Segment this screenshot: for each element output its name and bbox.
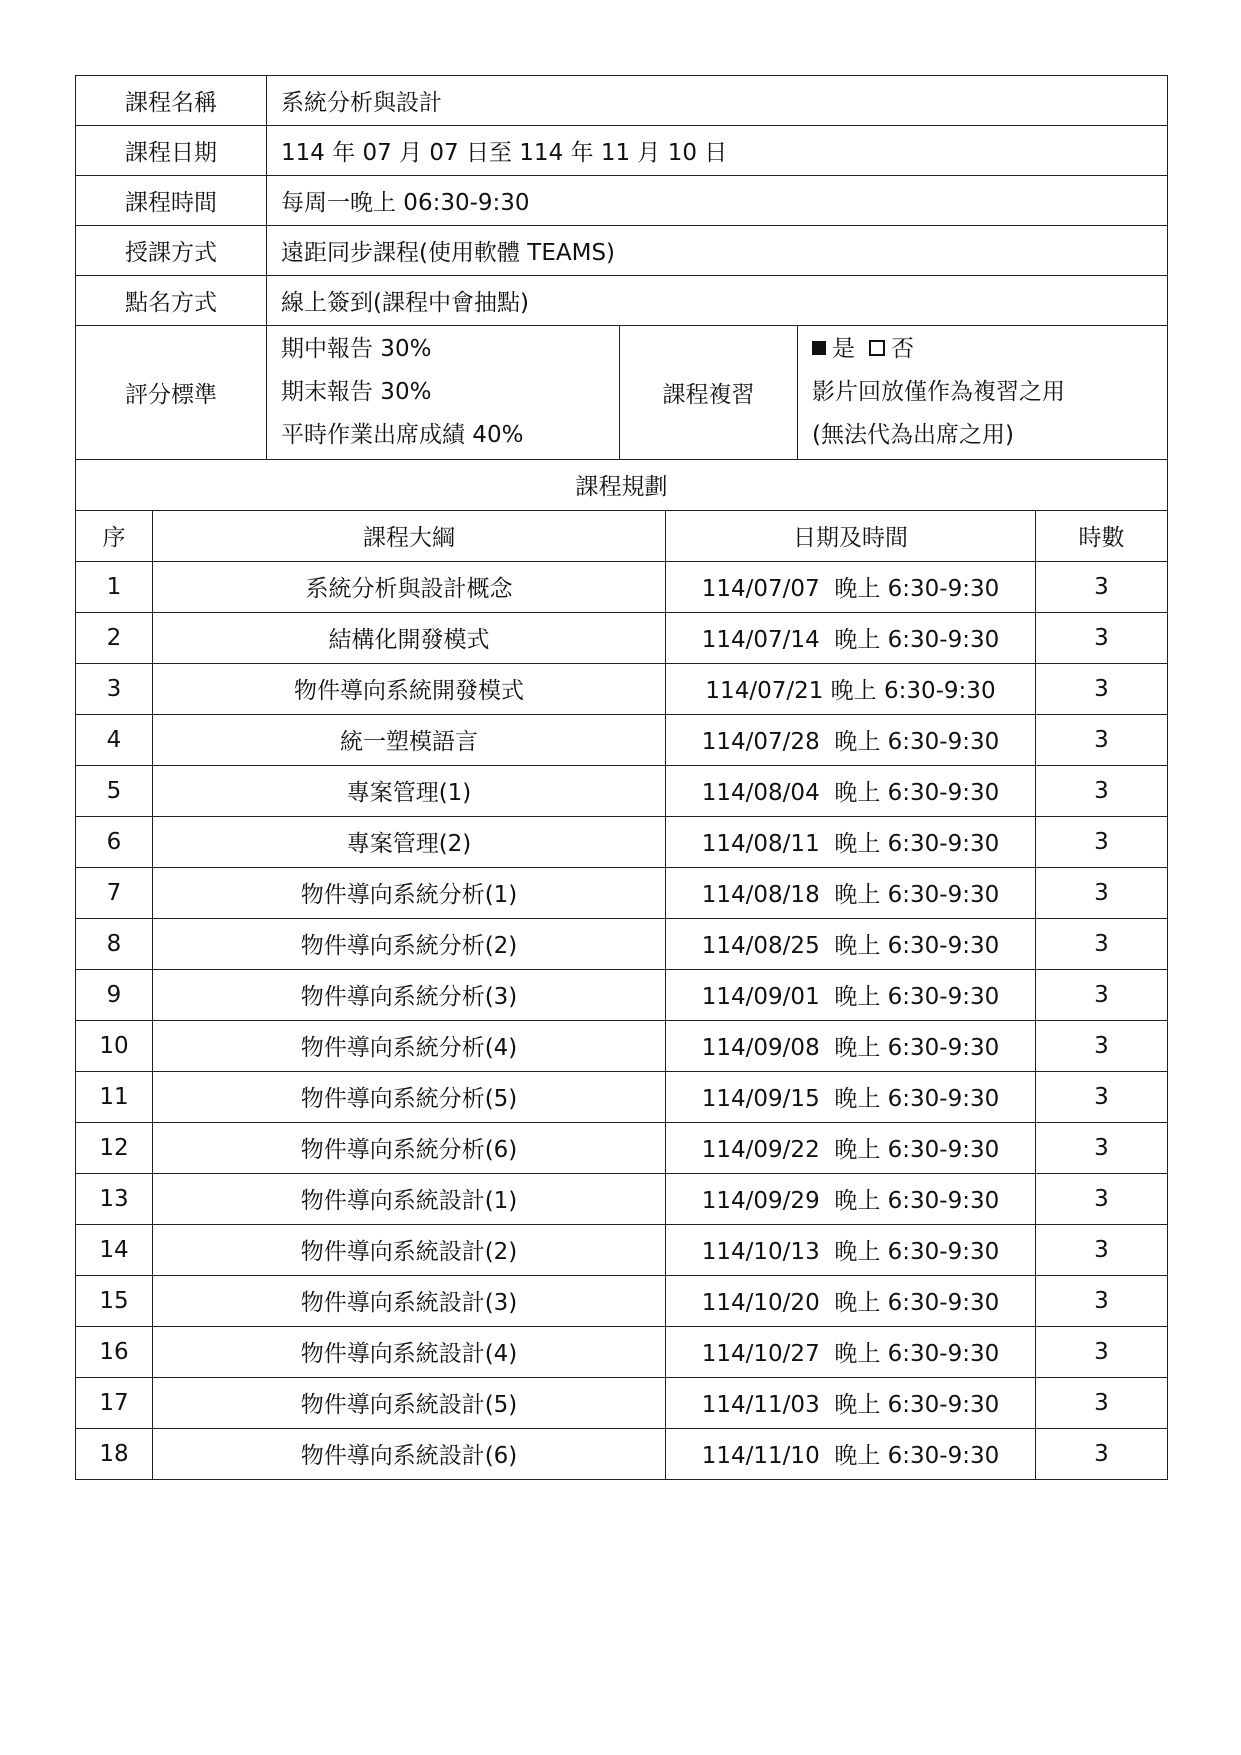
row-outline: 系統分析與設計概念 (153, 561, 666, 612)
info-row-course-date (76, 126, 1168, 176)
table-row (76, 1428, 1168, 1479)
row-outline: 專案管理(2) (153, 816, 666, 867)
table-row (76, 1377, 1168, 1428)
row-datetime: 114/11/10 晚上 6:30-9:30 (666, 1428, 1036, 1479)
header-seq: 序 (76, 510, 153, 561)
row-hours: 3 (1036, 816, 1168, 867)
row-outline: 物件導向系統分析(4) (153, 1020, 666, 1071)
table-row (76, 1173, 1168, 1224)
row-seq: 9 (76, 969, 153, 1020)
course-info-table (75, 75, 1168, 460)
row-outline: 物件導向系統設計(4) (153, 1326, 666, 1377)
table-row (76, 1275, 1168, 1326)
review-values (798, 326, 1168, 460)
course-document (75, 75, 1167, 1480)
row-hours: 3 (1036, 1071, 1168, 1122)
row-outline: 物件導向系統開發模式 (153, 663, 666, 714)
row-datetime: 114/08/04 晚上 6:30-9:30 (666, 765, 1036, 816)
review-options (812, 328, 1153, 371)
course-date-value: 114 年 07 月 07 日至 114 年 11 月 10 日 (267, 126, 1168, 176)
table-row (76, 663, 1168, 714)
row-seq: 6 (76, 816, 153, 867)
grading-item: 期末報告 30% (281, 379, 432, 405)
info-row-teaching (76, 226, 1168, 276)
grading-item: 平時作業出席成績 40% (281, 422, 524, 448)
info-row-rollcall (76, 276, 1168, 326)
row-hours: 3 (1036, 867, 1168, 918)
grading-item: 期中報告 30% (281, 336, 432, 362)
row-datetime: 114/07/21 晚上 6:30-9:30 (666, 663, 1036, 714)
row-datetime: 114/11/03 晚上 6:30-9:30 (666, 1377, 1036, 1428)
row-seq: 12 (76, 1122, 153, 1173)
row-datetime: 114/07/07 晚上 6:30-9:30 (666, 561, 1036, 612)
table-row (76, 969, 1168, 1020)
row-datetime: 114/09/08 晚上 6:30-9:30 (666, 1020, 1036, 1071)
review-no-label: 否 (891, 336, 914, 362)
teaching-value: 遠距同步課程(使用軟體 TEAMS) (267, 226, 1168, 276)
row-seq: 14 (76, 1224, 153, 1275)
row-seq: 7 (76, 867, 153, 918)
row-seq: 15 (76, 1275, 153, 1326)
row-hours: 3 (1036, 1224, 1168, 1275)
row-datetime: 114/07/14 晚上 6:30-9:30 (666, 612, 1036, 663)
row-outline: 物件導向系統設計(6) (153, 1428, 666, 1479)
row-hours: 3 (1036, 1275, 1168, 1326)
teaching-label: 授課方式 (76, 226, 267, 276)
table-row (76, 765, 1168, 816)
row-hours: 3 (1036, 561, 1168, 612)
table-row (76, 816, 1168, 867)
table-row (76, 1224, 1168, 1275)
course-time-value: 每周一晚上 06:30-9:30 (267, 176, 1168, 226)
row-seq: 18 (76, 1428, 153, 1479)
table-row (76, 561, 1168, 612)
table-row (76, 1122, 1168, 1173)
row-outline: 物件導向系統設計(1) (153, 1173, 666, 1224)
grading-label: 評分標準 (76, 326, 267, 460)
row-hours: 3 (1036, 612, 1168, 663)
info-row-course-name (76, 76, 1168, 126)
header-datetime: 日期及時間 (666, 510, 1036, 561)
header-outline: 課程大綱 (153, 510, 666, 561)
row-seq: 10 (76, 1020, 153, 1071)
row-outline: 物件導向系統分析(2) (153, 918, 666, 969)
plan-title-row (76, 459, 1168, 510)
row-hours: 3 (1036, 765, 1168, 816)
row-outline: 專案管理(1) (153, 765, 666, 816)
table-row (76, 867, 1168, 918)
row-hours: 3 (1036, 918, 1168, 969)
review-note: (無法代為出席之用) (812, 422, 1014, 448)
row-outline: 物件導向系統設計(3) (153, 1275, 666, 1326)
row-datetime: 114/10/13 晚上 6:30-9:30 (666, 1224, 1036, 1275)
table-row (76, 1071, 1168, 1122)
row-hours: 3 (1036, 1173, 1168, 1224)
row-hours: 3 (1036, 1326, 1168, 1377)
row-seq: 13 (76, 1173, 153, 1224)
row-datetime: 114/10/27 晚上 6:30-9:30 (666, 1326, 1036, 1377)
course-plan-table (75, 459, 1168, 1480)
row-seq: 5 (76, 765, 153, 816)
row-hours: 3 (1036, 969, 1168, 1020)
plan-rows (76, 561, 1168, 1479)
row-hours: 3 (1036, 663, 1168, 714)
row-seq: 16 (76, 1326, 153, 1377)
row-seq: 4 (76, 714, 153, 765)
course-name-value: 系統分析與設計 (267, 76, 1168, 126)
review-yes-label: 是 (832, 336, 855, 362)
grading-values (267, 326, 620, 460)
rollcall-value: 線上簽到(課程中會抽點) (267, 276, 1168, 326)
row-seq: 2 (76, 612, 153, 663)
row-outline: 物件導向系統分析(6) (153, 1122, 666, 1173)
table-row (76, 714, 1168, 765)
checked-box-icon (812, 341, 826, 355)
row-seq: 3 (76, 663, 153, 714)
row-seq: 8 (76, 918, 153, 969)
row-datetime: 114/08/25 晚上 6:30-9:30 (666, 918, 1036, 969)
row-hours: 3 (1036, 1377, 1168, 1428)
row-hours: 3 (1036, 1122, 1168, 1173)
row-outline: 物件導向系統分析(1) (153, 867, 666, 918)
row-datetime: 114/09/22 晚上 6:30-9:30 (666, 1122, 1036, 1173)
info-row-grading (76, 326, 1168, 460)
plan-title: 課程規劃 (76, 459, 1168, 510)
course-time-label: 課程時間 (76, 176, 267, 226)
row-hours: 3 (1036, 714, 1168, 765)
review-label: 課程複習 (620, 326, 798, 460)
course-date-label: 課程日期 (76, 126, 267, 176)
review-note: 影片回放僅作為複習之用 (812, 379, 1065, 405)
row-outline: 物件導向系統分析(3) (153, 969, 666, 1020)
row-datetime: 114/09/15 晚上 6:30-9:30 (666, 1071, 1036, 1122)
table-row (76, 1020, 1168, 1071)
row-datetime: 114/08/18 晚上 6:30-9:30 (666, 867, 1036, 918)
unchecked-box-icon (869, 340, 885, 356)
course-name-label: 課程名稱 (76, 76, 267, 126)
table-row (76, 612, 1168, 663)
row-datetime: 114/09/01 晚上 6:30-9:30 (666, 969, 1036, 1020)
row-datetime: 114/07/28 晚上 6:30-9:30 (666, 714, 1036, 765)
row-seq: 17 (76, 1377, 153, 1428)
row-outline: 物件導向系統分析(5) (153, 1071, 666, 1122)
row-outline: 結構化開發模式 (153, 612, 666, 663)
info-row-course-time (76, 176, 1168, 226)
row-outline: 統一塑模語言 (153, 714, 666, 765)
row-outline: 物件導向系統設計(2) (153, 1224, 666, 1275)
row-outline: 物件導向系統設計(5) (153, 1377, 666, 1428)
row-datetime: 114/08/11 晚上 6:30-9:30 (666, 816, 1036, 867)
table-row (76, 918, 1168, 969)
row-seq: 1 (76, 561, 153, 612)
row-hours: 3 (1036, 1020, 1168, 1071)
row-datetime: 114/10/20 晚上 6:30-9:30 (666, 1275, 1036, 1326)
row-datetime: 114/09/29 晚上 6:30-9:30 (666, 1173, 1036, 1224)
rollcall-label: 點名方式 (76, 276, 267, 326)
plan-header-row (76, 510, 1168, 561)
row-hours: 3 (1036, 1428, 1168, 1479)
table-row (76, 1326, 1168, 1377)
row-seq: 11 (76, 1071, 153, 1122)
header-hours: 時數 (1036, 510, 1168, 561)
